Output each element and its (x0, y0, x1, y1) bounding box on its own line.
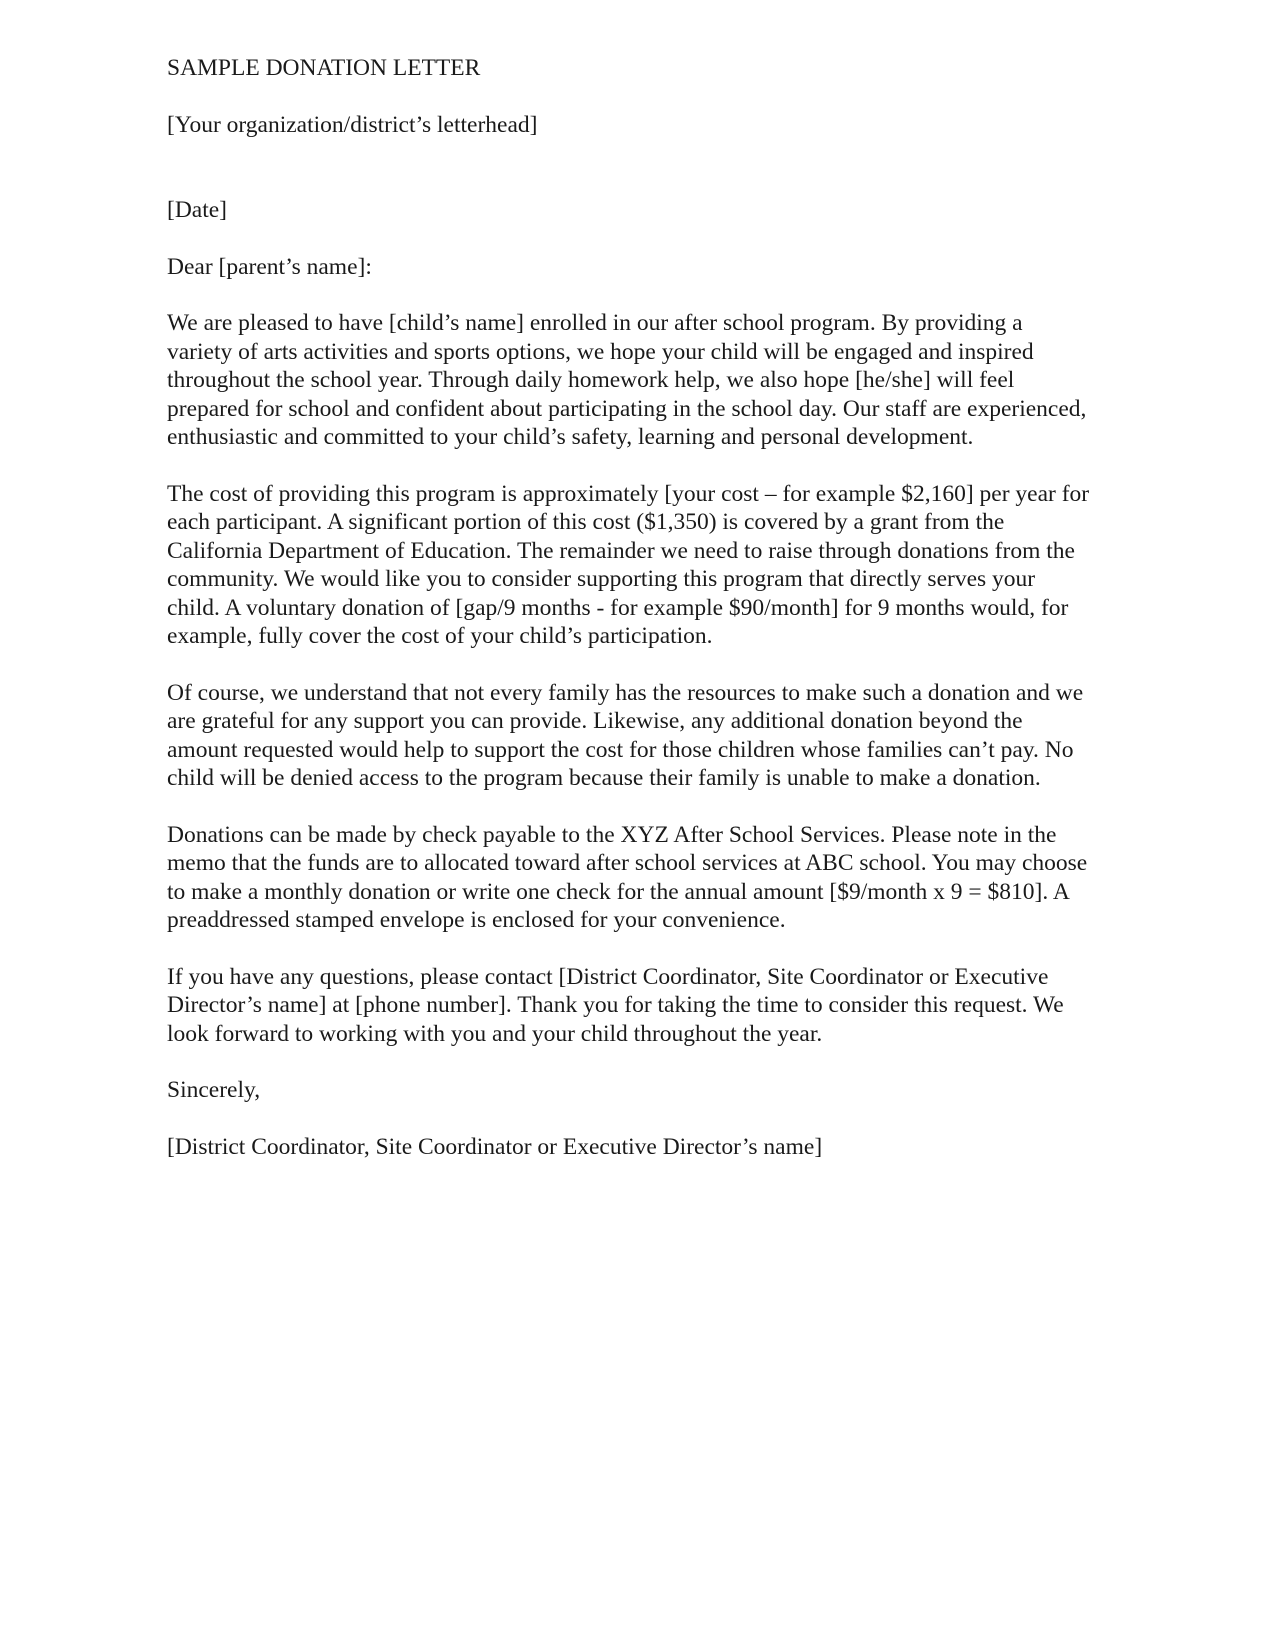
paragraph-line: enthusiastic and committed to your child’s safety, learning and personal development. (167, 424, 974, 450)
signature-placeholder: [District Coordinator, Site Coordinator or Executive Director’s name] (167, 1133, 823, 1160)
paragraph-line: throughout the school year. Through daily homework help, we also hope [he/she] will feel (167, 367, 1015, 393)
paragraph-donations (167, 821, 1167, 935)
paragraph-line: child. A voluntary donation of [gap/9 months - for example $90/month] for 9 months would, for (167, 594, 1069, 621)
paragraph-line: prepared for school and confident about participating in the school day. Our staff are experienced, (167, 395, 1087, 422)
paragraph-line: preaddressed stamped envelope is enclosed for your convenience. (167, 907, 786, 933)
paragraph-line: memo that the funds are to allocated toward after school services at ABC school. You may choose (167, 850, 1088, 876)
paragraph-enrollment (167, 309, 1167, 452)
paragraph-line: California Department of Education. The remainder we need to raise through donations from the (167, 537, 1075, 564)
paragraph-line: look forward to working with you and your child throughout the year. (167, 1020, 823, 1047)
date-placeholder: [Date] (167, 197, 228, 223)
paragraph-line: child will be denied access to the program because their family is unable to make a donation. (167, 765, 1041, 791)
paragraph-line: variety of arts activities and sports options, we hope your child will be engaged and inspired (167, 338, 1034, 365)
salutation: Dear [parent’s name]: (167, 253, 372, 280)
paragraph-line: each participant. A significant portion of this cost ($1,350) is covered by a grant from the (167, 509, 1005, 535)
paragraph-contact (167, 963, 1167, 1049)
closing: Sincerely, (167, 1077, 261, 1103)
paragraph-line: are grateful for any support you can provide. Likewise, any additional donation beyond the (167, 708, 1023, 734)
paragraph-line: to make a monthly donation or write one check for the annual amount [$9/month x 9 = $810]. A (167, 878, 1070, 905)
paragraph-line: community. We would like you to consider supporting this program that directly serves your (167, 566, 1036, 592)
paragraph-line: Donations can be made by check payable to the XYZ After School Services. Please note in the (167, 821, 1057, 848)
paragraph-line: We are pleased to have [child’s name] enrolled in our after school program. By providing a (167, 310, 1023, 336)
paragraph-line: example, fully cover the cost of your child’s participation. (167, 623, 713, 649)
donation-letter (167, 54, 1167, 1161)
paragraph-line: Director’s name] at [phone number]. Thank you for taking the time to consider this request. We (167, 992, 1064, 1018)
paragraph-line: Of course, we understand that not every family has the resources to make such a donation and we (167, 679, 1084, 706)
paragraph-line: If you have any questions, please contact [District Coordinator, Site Coordinator or Executive (167, 963, 1049, 990)
paragraph-line: amount requested would help to support the cost for those children whose families can’t pay. No (167, 736, 1074, 763)
paragraph-cost (167, 480, 1167, 651)
letter-title: SAMPLE DONATION LETTER (167, 55, 481, 81)
letterhead-placeholder: [Your organization/district’s letterhead] (167, 111, 538, 138)
paragraph-support (167, 679, 1167, 793)
paragraph-line: The cost of providing this program is approximately [your cost – for example $2,160] per year for (167, 480, 1090, 507)
